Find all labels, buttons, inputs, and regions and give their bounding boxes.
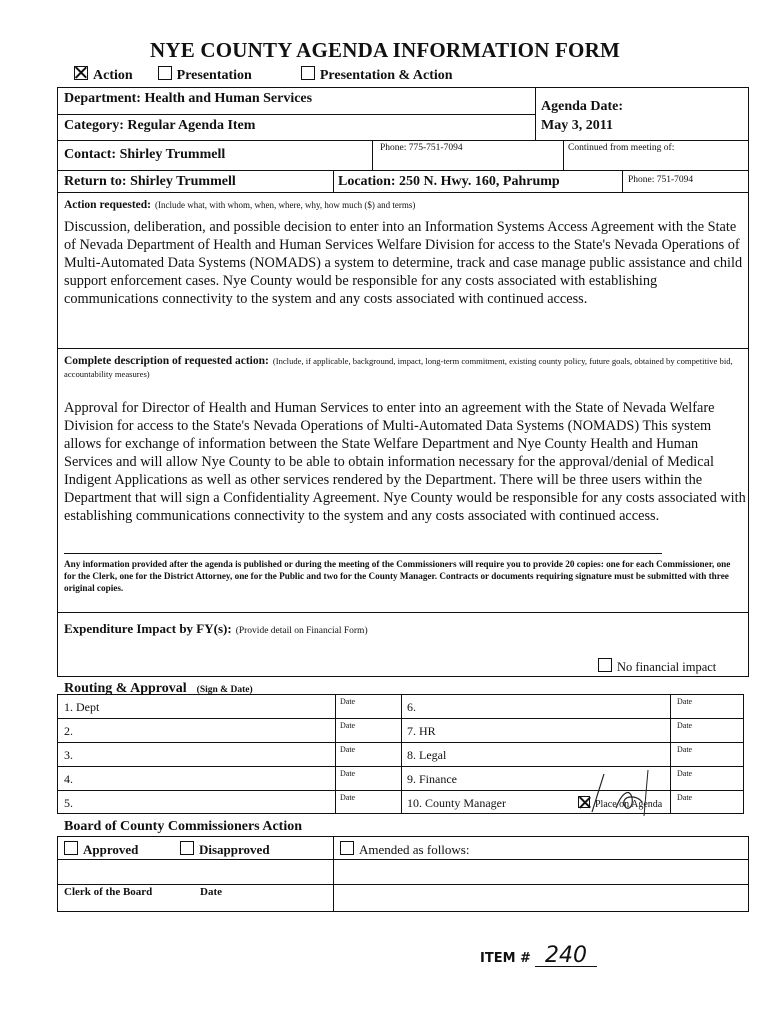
disapproved-checkbox[interactable] (180, 841, 194, 855)
presentation-action-checkbox[interactable] (301, 66, 315, 80)
date-label: Date (340, 721, 356, 730)
routing-title: Routing & Approval (64, 681, 187, 696)
item-label: ITEM # (480, 951, 531, 966)
county-manager-signature (586, 768, 666, 818)
agenda-date-value: May 3, 2011 (541, 118, 613, 133)
no-financial-impact-checkbox[interactable] (598, 658, 612, 672)
amended-checkbox[interactable] (340, 841, 354, 855)
expenditure-header (64, 620, 368, 638)
continued-from-label: Continued from meeting of: (568, 143, 675, 153)
agenda-date-label: Agenda Date: (541, 99, 624, 114)
category-field: Category: Regular Agenda Item (64, 118, 256, 133)
date-label: Date (677, 721, 693, 730)
contact-phone: Phone: 775-751-7094 (380, 143, 463, 153)
return-to-field: Return to: Shirley Trummell (64, 174, 236, 189)
complete-description-label: Complete description of requested action: (64, 355, 269, 367)
location-field: Location: 250 N. Hwy. 160, Pahrump (338, 174, 560, 189)
date-label: Date (340, 697, 356, 706)
routing-county-manager: 10. County Manager (407, 796, 506, 810)
routing-row-6: 6. (407, 700, 416, 714)
date-label: Date (677, 793, 693, 802)
item-number-value: 240 (535, 946, 597, 967)
date-label: Date (340, 745, 356, 754)
date-label: Date (340, 769, 356, 778)
routing-row-5: 5. (64, 796, 73, 810)
form-title: NYE COUNTY AGENDA INFORMATION FORM (150, 38, 620, 62)
action-requested-hint: (Include what, with whom, when, where, why, how much ($) and terms) (155, 200, 416, 210)
clerk-date-label: Date (200, 886, 222, 898)
routing-row-2: 2. (64, 724, 73, 738)
approved-option[interactable]: Approved (64, 841, 138, 858)
date-label: Date (677, 745, 693, 754)
approved-checkbox[interactable] (64, 841, 78, 855)
action-requested-label: Action requested: (64, 199, 151, 211)
presentation-option[interactable]: Presentation (158, 68, 252, 83)
routing-row-4: 4. (64, 772, 73, 786)
board-title: Board of County Commissioners Action (64, 819, 303, 834)
action-requested-header (64, 195, 415, 213)
clerk-of-board-label: Clerk of the Board (64, 886, 153, 898)
routing-hint: (Sign & Date) (196, 685, 253, 695)
contact-field: Contact: Shirley Trummell (64, 147, 226, 162)
department-field: Department: Health and Human Services (64, 91, 313, 106)
routing-legal: 8. Legal (407, 748, 447, 762)
routing-finance: 9. Finance (407, 772, 457, 786)
presentation-checkbox[interactable] (158, 66, 172, 80)
action-checkbox[interactable] (74, 66, 88, 80)
action-option[interactable]: Action (74, 68, 133, 83)
action-requested-text: Discussion, deliberation, and possible decision to enter into an Information Systems Access Agreement with the State of Nevada Department of Health and Human Services Welfare Division for access to the State's Nevada Operations of Multi-Automated Data Systems (NOMADS) a system to determine, track and case manage public assistance and child support enforcement cases. Nye County would be responsible for any costs associated with establishing communications connectivity to the system and any costs associated with continued access. (64, 219, 743, 307)
date-label: Date (677, 697, 693, 706)
complete-description-text: Approval for Director of Health and Human Services to enter into an agreement with the State of Nevada Welfare Division for access to the State's Nevada Operations of Multi-Automated Data Systems (NOMADS) This system allows for exchange of information between the State Welfare Department and Nye County Health and Human Services and will allow Nye County to be able to obtain information necessary for the approval/denial of Medical Indigent Applications as well as other services rendered by the Department. There will be three users within the Department that will sign a Confidentiality Agreement. Nye County would be responsible for any costs associated with establishing communications connectivity to the system and any costs associated with continued access. (64, 400, 746, 524)
routing-hr: 7. HR (407, 724, 436, 738)
presentation-action-option[interactable]: Presentation & Action (301, 68, 453, 83)
amended-option[interactable]: Amended as follows: (340, 841, 469, 858)
expenditure-label: Expenditure Impact by FY(s): (64, 621, 232, 636)
return-phone: Phone: 751-7094 (628, 175, 694, 185)
expenditure-hint: (Provide detail on Financial Form) (235, 626, 368, 636)
no-financial-impact-option[interactable]: No financial impact (598, 658, 716, 675)
copies-notice: Any information provided after the agenda is published or during the meeting of the Commissioners will require you to provide 20 copies: one for each Commissioner, one for the Clerk, one for the District Attorney, one for the Public and two for the County Manager. Contracts or documents requiring signature must be submitted with three original copies. (64, 559, 731, 593)
date-label: Date (677, 769, 693, 778)
item-number (480, 943, 597, 968)
disapproved-option[interactable]: Disapproved (180, 841, 270, 858)
place-on-agenda-option[interactable]: Place on Agenda (578, 796, 662, 810)
complete-description-header (64, 354, 746, 380)
agenda-type-options (74, 66, 453, 84)
date-label: Date (340, 793, 356, 802)
routing-dept: 1. Dept (64, 700, 100, 714)
routing-row-3: 3. (64, 748, 73, 762)
complete-description-hint: (Include, if applicable, background, impact, long-term commitment, existing county policy, future goals, obtained by competitive bid, accountability measures) (64, 356, 733, 379)
